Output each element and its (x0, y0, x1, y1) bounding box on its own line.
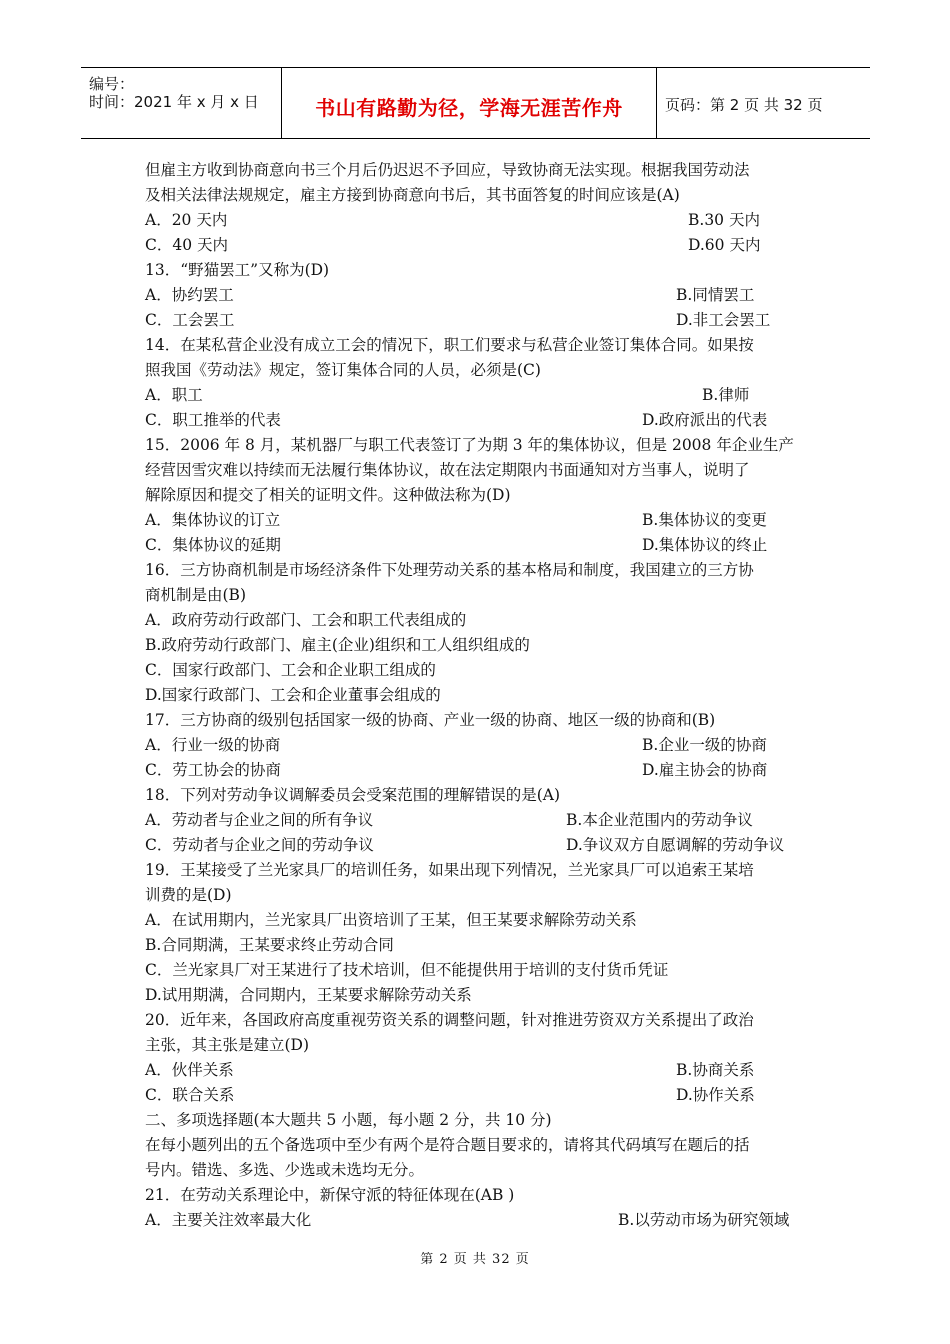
option-c: C．集体协议的延期 (145, 536, 281, 554)
option-a: A．主要关注效率最大化 (145, 1211, 312, 1229)
option-b: B.同情罢工 (676, 286, 755, 304)
option-c: C．国家行政部门、工会和企业职工组成的 (145, 661, 436, 679)
option-d: D.协作关系 (676, 1086, 755, 1104)
header-page-cell (655, 68, 870, 138)
question-14-cont: 照我国《劳动法》规定，签订集体合同的人员，必须是(C) (145, 361, 541, 379)
header-meta (81, 68, 281, 138)
option-d: D.国家行政部门、工会和企业董事会组成的 (145, 686, 441, 704)
option-b: B.集体协议的变更 (642, 511, 767, 529)
option-a: A．协约罢工 (145, 286, 234, 304)
option-a: A．政府劳动行政部门、工会和职工代表组成的 (145, 611, 467, 629)
page-header (81, 67, 870, 139)
option-c: C．职工推举的代表 (145, 411, 281, 429)
option-d: D.雇主协会的协商 (642, 761, 768, 779)
option-a: A．集体协议的订立 (145, 511, 281, 529)
option-b: B.企业一级的协商 (642, 736, 767, 754)
question-20-cont: 主张，其主张是建立(D) (145, 1036, 310, 1054)
option-a: A．伙伴关系 (145, 1061, 234, 1079)
option-b: B.律师 (702, 386, 750, 404)
text-line: 及相关法律法规规定，雇主方接到协商意向书后，其书面答复的时间应该是(A) (145, 186, 680, 204)
option-b: B.本企业范围内的劳动争议 (566, 811, 753, 829)
motto-text: 书山有路勤为径，学海无涯苦作舟 (315, 96, 623, 120)
option-b: B.政府劳动行政部门、雇主(企业)组织和工人组织组成的 (145, 636, 530, 654)
option-d: D.争议双方自愿调解的劳动争议 (566, 836, 785, 854)
question-16-cont: 商机制是由(B) (145, 586, 246, 604)
document-date: 时间：2021 年 x 月 x 日 (89, 93, 259, 111)
question-14: 14．在某私营企业没有成立工会的情况下，职工们要求与私营企业签订集体合同。如果按 (145, 336, 754, 354)
question-21: 21．在劳动关系理论中，新保守派的特征体现在(AB ) (145, 1186, 515, 1204)
option-d: D.试用期满，合同期内，王某要求解除劳动关系 (145, 986, 472, 1004)
option-c: C．40 天内 (145, 236, 229, 254)
question-20: 20．近年来，各国政府高度重视劳资关系的调整问题，针对推进劳资双方关系提出了政治 (145, 1011, 754, 1029)
option-a: A．在试用期内，兰光家具厂出资培训了王某，但王某要求解除劳动关系 (145, 911, 637, 929)
question-18: 18．下列对劳动争议调解委员会受案范围的理解错误的是(A) (145, 786, 561, 804)
section-instructions: 在每小题列出的五个备选项中至少有两个是符合题目要求的，请将其代码填写在题后的括 (145, 1136, 750, 1154)
question-19-cont: 训费的是(D) (145, 886, 232, 904)
section-instructions-cont: 号内。错选、多选、少选或未选均无分。 (145, 1161, 425, 1179)
option-c: C．劳动者与企业之间的劳动争议 (145, 836, 374, 854)
option-b: B.协商关系 (676, 1061, 755, 1079)
option-b: B.合同期满，王某要求终止劳动合同 (145, 936, 394, 954)
option-d: D.政府派出的代表 (642, 411, 768, 429)
question-15-cont: 解除原因和提交了相关的证明文件。这种做法称为(D) (145, 486, 511, 504)
option-d: D.非工会罢工 (676, 311, 771, 329)
option-c: C．工会罢工 (145, 311, 235, 329)
question-15: 15．2006 年 8 月，某机器厂与职工代表签订了为期 3 年的集体协议，但是 2008 年企业生产 (145, 436, 794, 454)
text-line: 但雇主方收到协商意向书三个月后仍迟迟不予回应，导致协商无法实现。根据我国劳动法 (145, 161, 750, 179)
question-16: 16．三方协商机制是市场经济条件下处理劳动关系的基本格局和制度，我国建立的三方协 (145, 561, 754, 579)
option-c: C．劳工协会的协商 (145, 761, 281, 779)
question-19: 19．王某接受了兰光家具厂的培训任务，如果出现下列情况，兰光家具厂可以追索王某培 (145, 861, 754, 879)
question-15-cont: 经营因雪灾难以持续而无法履行集体协议，故在法定期限内书面通知对方当事人，说明了 (145, 461, 750, 479)
header-motto-cell (281, 68, 657, 138)
option-a: A．行业一级的协商 (145, 736, 281, 754)
option-b: B.以劳动市场为研究领域 (618, 1211, 790, 1229)
option-d: D.集体协议的终止 (642, 536, 768, 554)
option-c: C．联合关系 (145, 1086, 235, 1104)
option-a: A．劳动者与企业之间的所有争议 (145, 811, 374, 829)
option-d: D.60 天内 (688, 236, 761, 254)
option-a: A．20 天内 (145, 211, 228, 229)
document-number-label: 编号： (89, 75, 135, 93)
question-17: 17．三方协商的级别包括国家一级的协商、产业一级的协商、地区一级的协商和(B) (145, 711, 716, 729)
option-b: B.30 天内 (688, 211, 760, 229)
page-footer: 第 2 页 共 32 页 (420, 1252, 530, 1267)
section-heading: 二、多项选择题(本大题共 5 小题，每小题 2 分，共 10 分) (145, 1111, 552, 1129)
option-c: C．兰光家具厂对王某进行了技术培训，但不能提供用于培训的支付货币凭证 (145, 961, 669, 979)
question-13: 13．“野猫罢工”又称为(D) (145, 261, 330, 279)
header-page-info: 页码：第 2 页 共 32 页 (665, 96, 823, 114)
option-a: A．职工 (145, 386, 203, 404)
